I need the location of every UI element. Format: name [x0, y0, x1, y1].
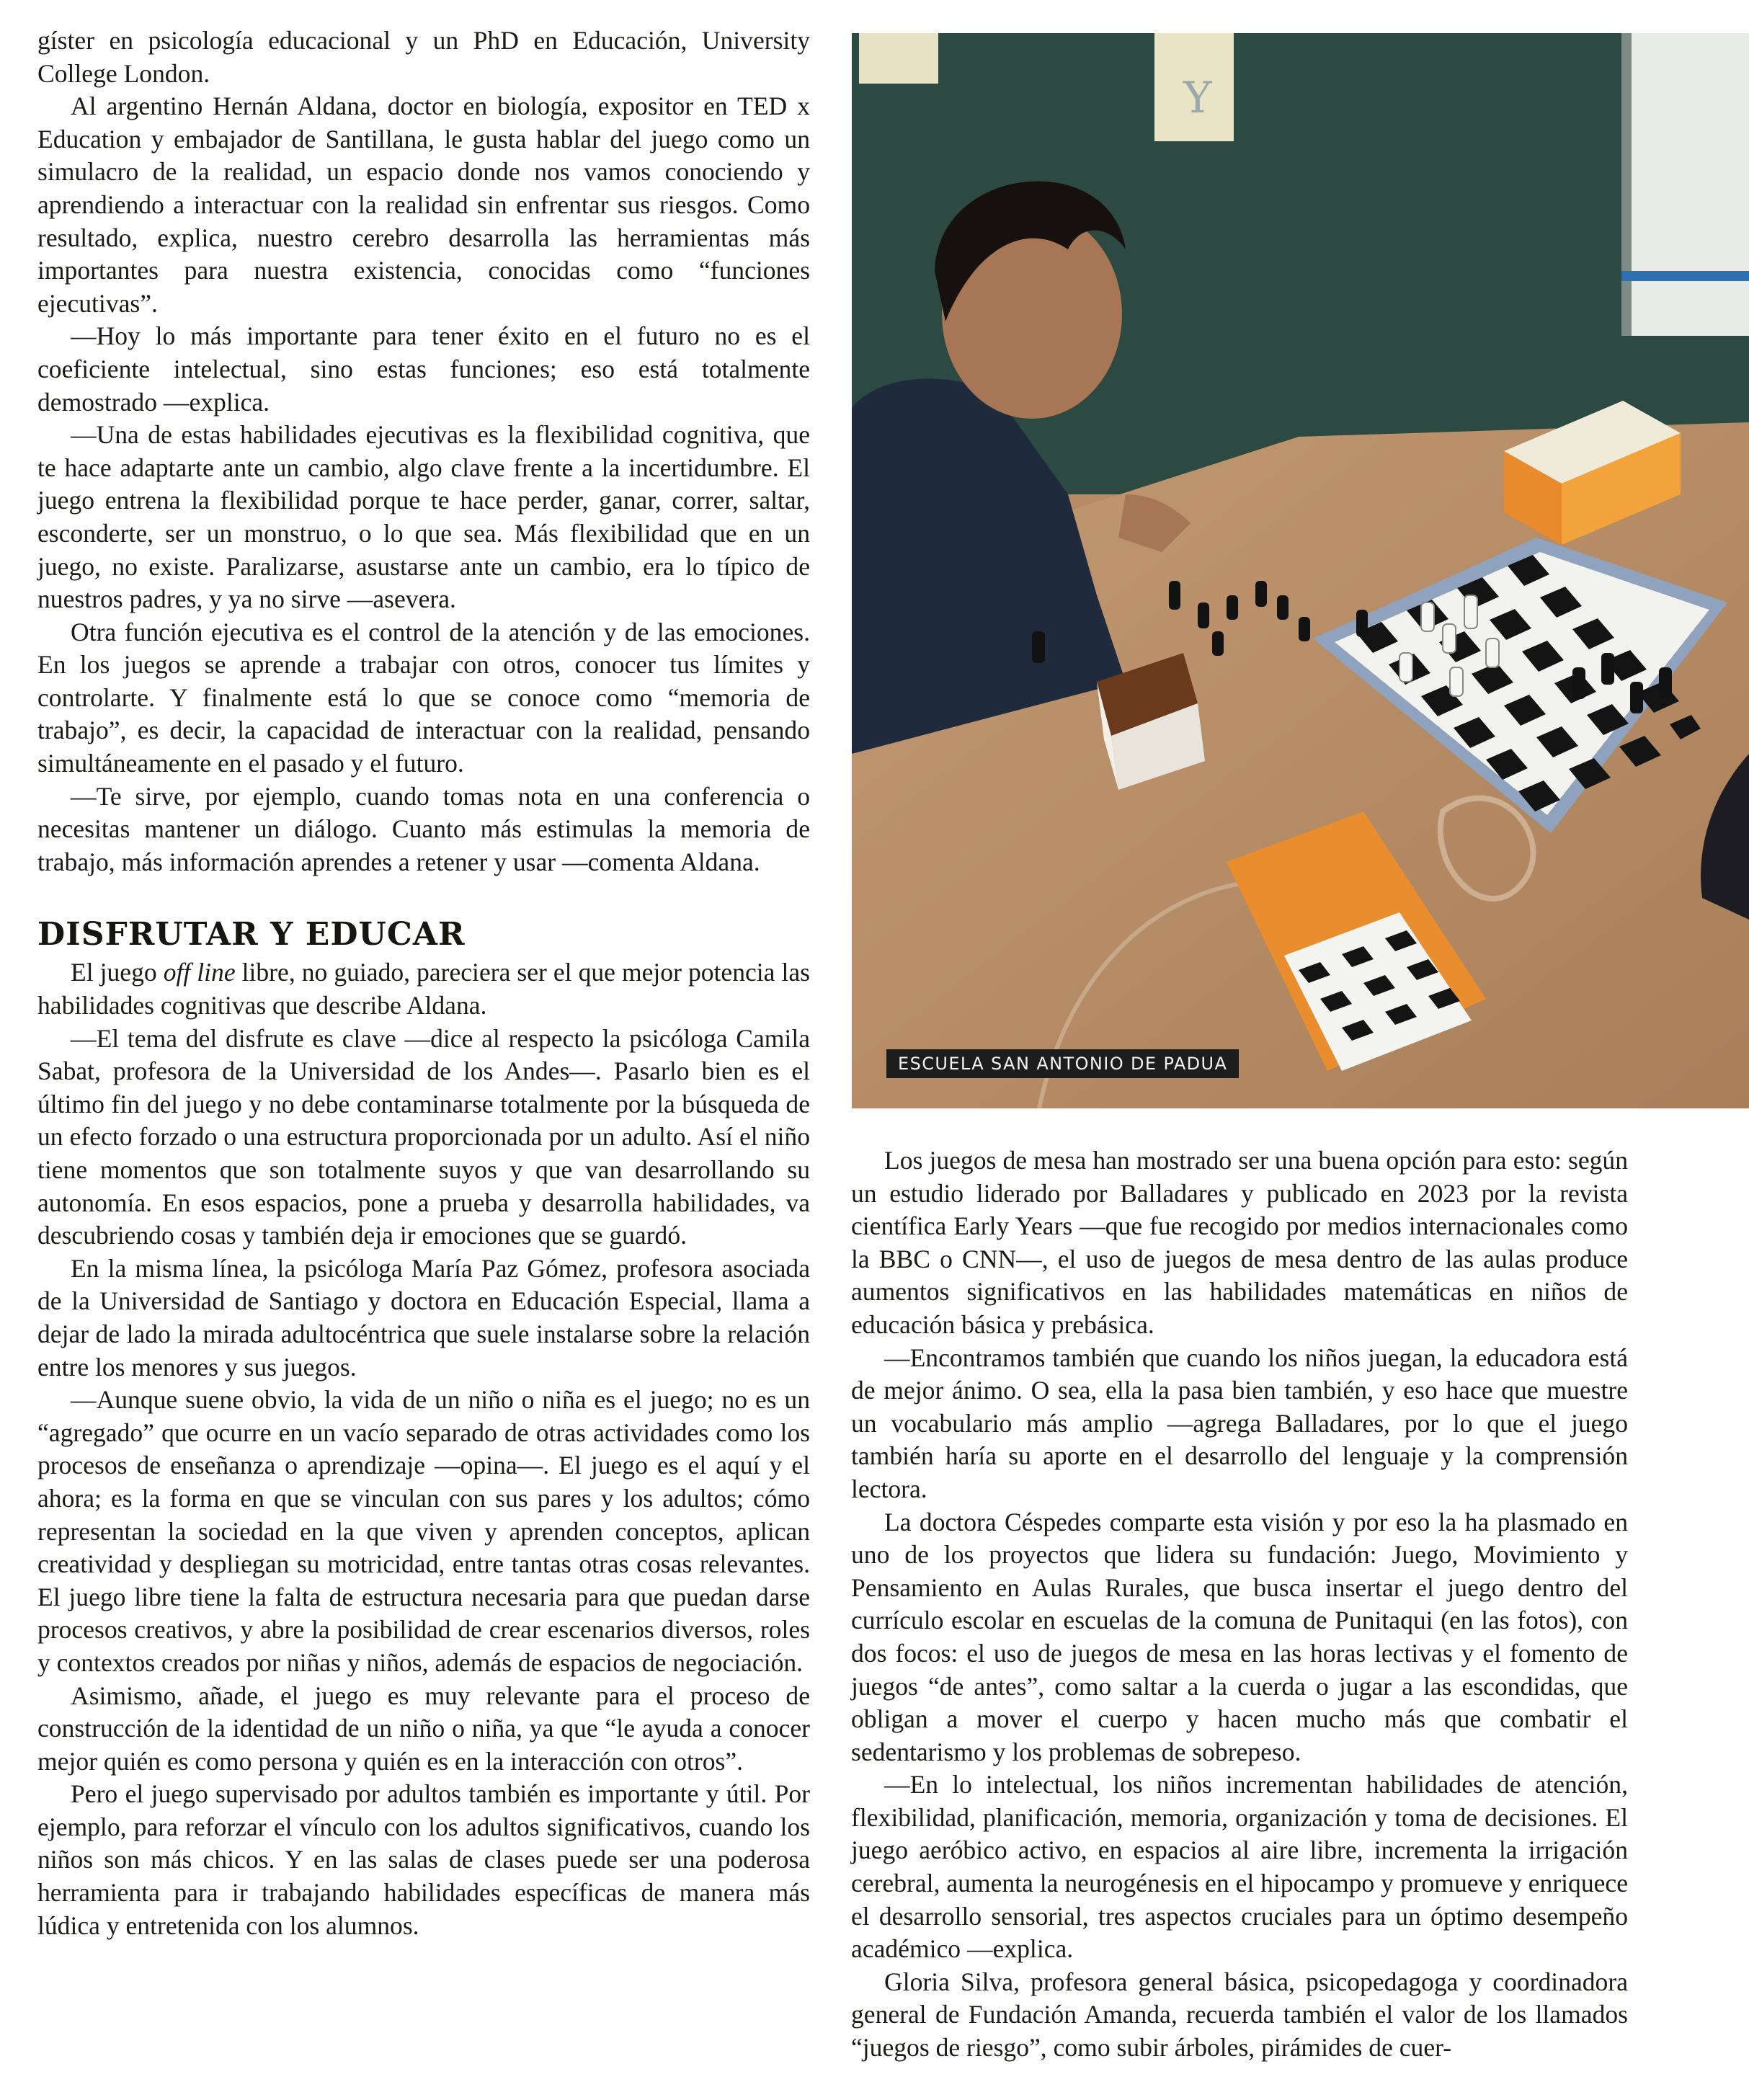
photo-credit: ESCUELA SAN ANTONIO DE PADUA — [886, 1049, 1239, 1078]
paragraph: Gloria Silva, profesora general básica, psicopedagoga y coordinadora general de Fundación Amanda, recuerda también el valor de los llamados “juegos de riesgo”, como subir árboles, pirámides de cuer- — [851, 1967, 1628, 2063]
article-photo — [852, 33, 1749, 1108]
paragraph: Otra función ejecutiva es el control de la atención y de las emociones. En los juegos se aprende a trabajar con otros, conocer tus límites y controlarte. Y finalmente está lo que se conoce como “memoria de trabajo”, es decir, la capacidad de interactuar con la realidad, pensando simultáneamente en el pasado y el futuro. — [37, 617, 810, 778]
paragraph: —El tema del disfrute es clave —dice al respecto la psicóloga Camila Sabat, profesora de la Universidad de los Andes—. Pasarlo bien es el último fin del juego y no debe contaminarse totalmente por la búsqueda de un efecto forzado o una estructura proporcionada por un adulto. Así el niño tiene momentos que son totalmente suyos y que van desarrollando su autonomía. En esos espacios, pone a prueba y desarrolla habilidades, va descubriendo cosas y también deja ir emociones que se guardó. — [37, 1023, 810, 1250]
paragraph: Los juegos de mesa han mostrado ser una buena opción para esto: según un estudio liderado por Balladares y publicado en 2023 por la revista científica Early Years —que fue recogido por medios internacionales como la BBC o CNN—, el uso de juegos de mesa dentro de las aulas produce aumentos significativos en las habilidades matemáticas en niños de educación básica y prebásica. — [851, 1146, 1628, 1339]
paragraph: —En lo intelectual, los niños incrementan habilidades de atención, flexibilidad, planificación, memoria, organización y toma de decisiones. El juego aeróbico activo, en espacios al aire libre, incrementa la irrigación cerebral, aumenta la neurogénesis en el hipocampo y promueve y enriquece el desarrollo sensorial, tres aspectos cruciales para un óptimo desempeño académico —explica. — [851, 1770, 1628, 1964]
italic-term: off line — [163, 958, 236, 987]
paragraph: —Hoy lo más importante para tener éxito en el futuro no es el coeficiente intelectual, sino estas funciones; eso está totalmente demostrado —explica. — [37, 321, 810, 417]
paragraph-text: libre, no guiado, pareciera ser el que mejor potencia las habilidades cognitivas que describe Aldana. — [37, 958, 810, 1020]
paragraph: —Una de estas habilidades ejecutivas es la flexibilidad cognitiva, que te hace adaptarte ante un cambio, algo clave frente a la incertidumbre. El juego entrena la flexibilidad porque te hace perder, ganar, correr, saltar, esconderte, ser un monstruo, o lo que sea. Más flexibilidad que en un juego, no existe. Paralizarse, asustarse ante un cambio, era lo típico de nuestros padres, y ya no sirve —asevera. — [37, 420, 810, 614]
paragraph: Al argentino Hernán Aldana, doctor en biología, expositor en TED x Education y embajador de Santillana, le gusta hablar del juego como un simulacro de la realidad, un espacio donde nos vamos conociendo y aprendiendo a interactuar con la realidad sin enfrentar sus riesgos. Como resultado, explica, nuestro cerebro desarrolla las herramientas más importantes para nuestra existencia, conocidas como “funciones ejecutivas”. — [37, 92, 810, 318]
paragraph-text: El juego — [71, 958, 164, 987]
svg-text:Y: Y — [1183, 73, 1212, 123]
paragraph: Asimismo, añade, el juego es muy relevante para el proceso de construcción de la identidad de un niño o niña, ya que “le ayuda a conocer mejor quién es como persona y quién es en la interacción con otros”. — [37, 1681, 810, 1776]
paragraph: —Encontramos también que cuando los niños juegan, la educadora está de mejor ánimo. O sea, ella la pasa bien también, y eso hace que muestre un vocabulario más amplio —agrega Balladares, por lo que el juego también haría su aporte en el desarrollo del lenguaje y la comprensión lectora. — [851, 1343, 1628, 1503]
paragraph — [37, 956, 810, 1022]
paragraph: —Te sirve, por ejemplo, cuando tomas nota en una conferencia o necesitas mantener un diálogo. Cuanto más estimulas la memoria de trabajo, más información aprendes a retener y usar —comenta Aldana. — [37, 781, 810, 876]
paragraph: En la misma línea, la psicóloga María Paz Gómez, profesora asociada de la Universidad de Santiago y doctora en Educación Especial, llama a dejar de lado la mirada adultocéntrica que suele instalarse sobre la relación entre los menores y sus juegos. — [37, 1253, 810, 1382]
paragraph: —Aunque suene obvio, la vida de un niño o niña es el juego; no es un “agregado” que ocurre en un vacío separado de otras actividades como los procesos de enseñanza o aprendizaje —opina—. El juego es el aquí y el ahora; es la forma en que se vinculan con sus pares y los adultos; cómo representan la sociedad en la que viven y aprenden conceptos, aplican creatividad y despliegan su motricidad, entre tantas otras cosas relevantes. El juego libre tiene la falta de estructura necesaria para que puedan darse procesos creativos, y abre la posibilidad de crear escenarios diversos, roles y contextos creados por niñas y niños, además de espacios de negociación. — [37, 1385, 810, 1677]
article-right-column — [851, 1144, 1628, 2065]
article-left-column — [37, 25, 810, 1942]
section-subheading: DISFRUTAR Y EDUCAR — [37, 916, 466, 953]
paragraph: Pero el juego supervisado por adultos también es importante y útil. Por ejemplo, para reforzar el vínculo con los adultos significativos, cuando los niños son más chicos. Y en las salas de clases puede ser una poderosa herramienta para ir trabajando habilidades específicas de manera más lúdica y entretenida con los alumnos. — [37, 1779, 810, 1940]
paragraph: gíster en psicología educacional y un PhD en Educación, University College London. — [37, 26, 810, 88]
paragraph: La doctora Céspedes comparte esta visión y por eso la ha plasmado en uno de los proyectos que lidera su fundación: Juego, Movimiento y Pensamiento en Aulas Rurales, que busca insertar el juego dentro del currículo escolar en escuelas de la comuna de Punitaqui (en las fotos), con dos focos: el uso de juegos de mesa en las horas lectivas y el fomento de juegos “de antes”, como saltar a la cuerda o jugar a las escondidas, que obligan a mover el cuerpo y hacen mucho más que combatir el sedentarismo y los problemas de sobrepeso. — [851, 1507, 1628, 1766]
